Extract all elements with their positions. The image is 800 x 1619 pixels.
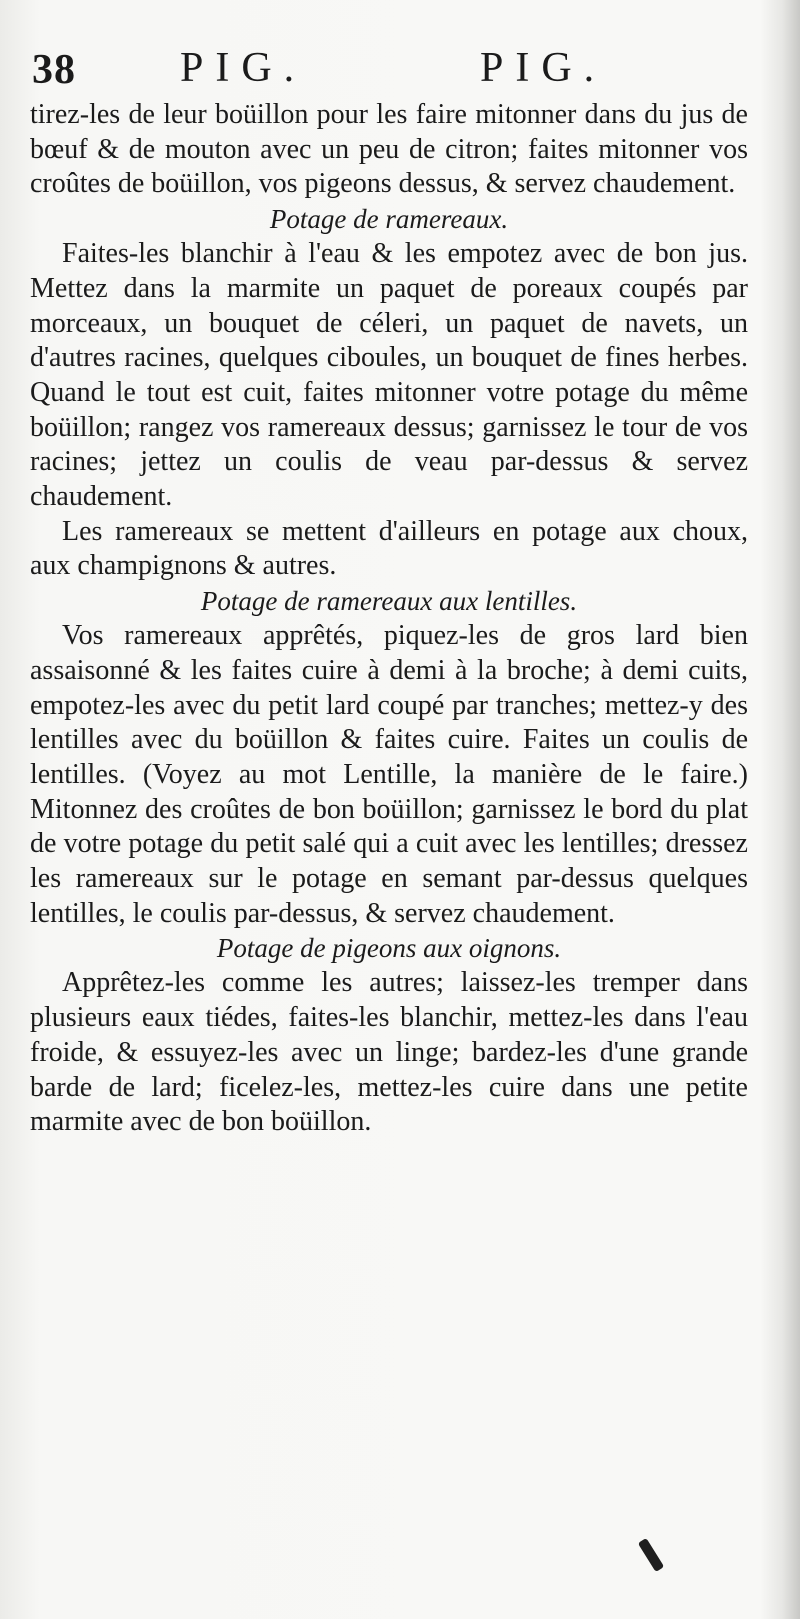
paragraph-ramereaux-note: Les ramereaux se mettent d'ailleurs en potage aux choux, aux champignons & autres. <box>30 515 748 582</box>
paragraph-continuation: tirez-les de leur boüillon pour les faire mitonner dans du jus de bœuf & de mouton avec un peu de citron; faites mitonner vos croûtes de boüillon, vos pigeons dessus, & servez chaudement. <box>30 99 748 200</box>
page-number: 38 <box>32 47 76 93</box>
paragraph-lentilles-recipe: Vos ramereaux apprêtés, piquez-les de gros lard bien assaisonné & les faites cuire à demi à la broche; à demi cuits, empotez-les avec du petit lard coupé par tranches; mettez-y des lentilles avec du boüillon & faites cuire. Faites un coulis de lentilles. (Voyez au mot Lentille, la manière de le faire.) Mitonnez des croûtes de bon boüillon; garnissez le bord du plat de votre potage du petit salé qui a cuit avec les lentilles; dressez les ramereaux sur le potage en semant par-dessus quelques lentilles, le coulis par-dessus, & servez chaudement. <box>30 620 748 929</box>
section-heading-pigeons-oignons: Potage de pigeons aux oignons. <box>216 933 562 964</box>
running-head-right: PIG. <box>480 45 607 91</box>
page-edge-shadow <box>782 0 800 1619</box>
page-header <box>30 42 750 92</box>
ink-mark <box>638 1538 664 1572</box>
section-heading-ramereaux-lentilles: Potage de ramereaux aux lentilles. <box>200 586 578 617</box>
running-head-left: PIG. <box>180 45 307 91</box>
section-heading-ramereaux: Potage de ramereaux. <box>269 204 509 235</box>
paragraph-pigeons-oignons-recipe: Apprêtez-les comme les autres; laissez-les tremper dans plusieurs eaux tiédes, faites-les blanchir, mettez-les dans l'eau froide, & essuyez-les avec un linge; bardez-les d'une grande barde de lard; ficelez-les, mettez-les cuire dans une petite marmite avec de bon boüillon. <box>30 967 748 1138</box>
page-body <box>30 98 748 1140</box>
paragraph-ramereaux-recipe: Faites-les blanchir à l'eau & les empotez avec de bon jus. Mettez dans la marmite un paquet de poreaux coupés par morceaux, un bouquet de céleri, un paquet de navets, un d'autres racines, quelques ciboules, un bouquet de fines herbes. Quand le tout est cuit, faites mitonner votre potage du même boüillon; rangez vos ramereaux dessus; garnissez le tour de vos racines; jettez un coulis de veau par-dessus & servez chaudement. <box>30 238 748 513</box>
